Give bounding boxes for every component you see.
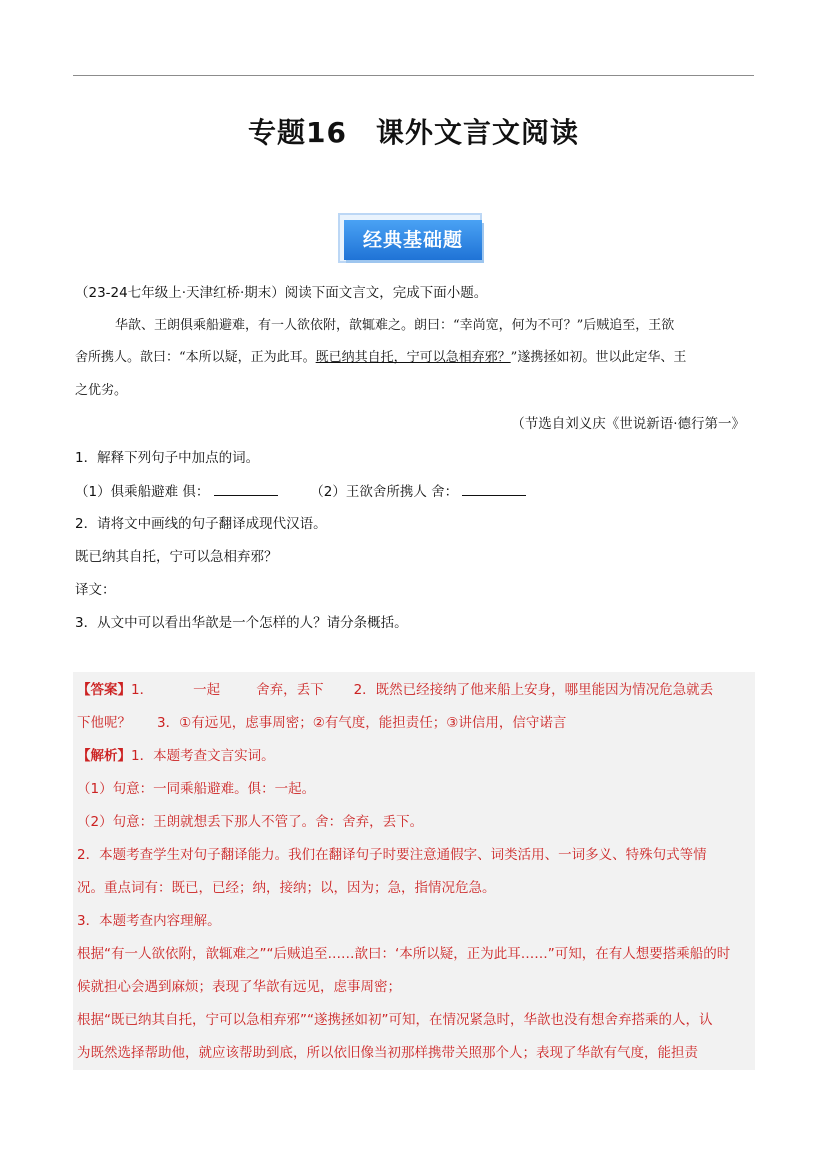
analysis-line-3: （2）句意：王朗就想丢下那人不管了。舍：舍弃，丢下。 [77, 814, 424, 830]
translation-label: 译文： [75, 582, 116, 598]
header-rule [73, 75, 754, 76]
passage-line-1: 华歆、王朗俱乘船避难，有一人欲依附，歆辄难之。朗曰：“幸尚宽，何为不可？”后贼追至，王欲 [115, 318, 675, 333]
question-2: 2．请将文中画线的句子翻译成现代汉语。 [75, 516, 327, 532]
question-1b: （2）王欲舍所携人 舍： [310, 484, 459, 500]
page-title: 专题16 课外文言文阅读 [248, 116, 579, 149]
question-1a: （1）俱乘船避难 俱： [75, 484, 210, 500]
passage-line-3: 之优劣。 [75, 383, 128, 398]
answer-blank-2[interactable] [462, 481, 526, 496]
answer-1-value-2: 舍弃，丢下 [256, 682, 324, 698]
passage-line-2 [75, 348, 755, 368]
answer-line-1 [77, 679, 753, 701]
question-intro: （23-24七年级上·天津红桥·期末）阅读下面文言文，完成下面小题。 [75, 285, 488, 301]
section-badge [338, 213, 488, 267]
answer-1-num: 1． [131, 682, 154, 698]
analysis-line-6: 3．本题考查内容理解。 [77, 913, 221, 929]
answer-2-cont: 下他呢？ [77, 715, 131, 731]
analysis-line-9: 根据“既已纳其自托，宁可以急相弃邪”“遂携拯如初”可知，在情况紧急时，华歆也没有想舍弃搭乘的人，认 [77, 1012, 713, 1028]
analysis-line-1 [77, 745, 753, 767]
answer-section [73, 672, 755, 1070]
analysis-line-7: 根据“有一人欲依附，歆辄难之”“后贼追至……歆曰：‘本所以疑，正为此耳……”可知，在有人想要搭乘船的时 [77, 946, 731, 962]
analysis-line-5: 况。重点词有：既已，已经；纳，接纳；以，因为；急，指情况危急。 [77, 880, 496, 896]
analysis-line-10: 为既然选择帮助他，就应该帮助到底，所以依旧像当初那样携带关照那个人；表现了华歆有气度，能担责 [77, 1045, 698, 1061]
question-3: 3．从文中可以看出华歆是一个怎样的人？请分条概括。 [75, 615, 408, 631]
question-2-sentence: 既已纳其自托，宁可以急相弃邪？ [75, 549, 278, 565]
analysis-tag: 【解析】 [77, 748, 131, 764]
question-1-items [75, 481, 755, 502]
answer-blank-1[interactable] [214, 481, 278, 496]
analysis-line-2: （1）句意：一同乘船避难。俱：一起。 [77, 781, 316, 797]
passage-line-2-post: ”遂携拯如初。世以此定华、王 [510, 350, 687, 365]
question-1: 1．解释下列句子中加点的词。 [75, 450, 260, 466]
passage-line-2-pre: 舍所携人。歆曰：“本所以疑，正为此耳。 [75, 350, 316, 365]
passage-source: （节选自刘义庆《世说新语·德行第一》 [511, 416, 745, 432]
answer-tag: 【答案】 [77, 682, 131, 698]
underlined-sentence: 既已纳其自托，宁可以急相弃邪？ [315, 350, 511, 365]
answer-line-2 [77, 712, 753, 734]
answer-2: 2．既然已经接纳了他来船上安身，哪里能因为情况危急就丢 [353, 682, 714, 698]
analysis-line-4: 2．本题考查学生对句子翻译能力。我们在翻译句子时要注意通假字、词类活用、一词多义、特殊句式等情 [77, 847, 707, 863]
answer-1-value-1: 一起 [193, 682, 221, 698]
analysis-text-1: 1．本题考查文言实词。 [131, 748, 275, 764]
answer-3: 3．①有远见，虑事周密；②有气度，能担责任；③讲信用，信守诺言 [157, 715, 567, 731]
analysis-line-8: 候就担心会遇到麻烦；表现了华歆有远见，虑事周密； [77, 979, 401, 995]
badge-label: 经典基础题 [344, 220, 482, 260]
